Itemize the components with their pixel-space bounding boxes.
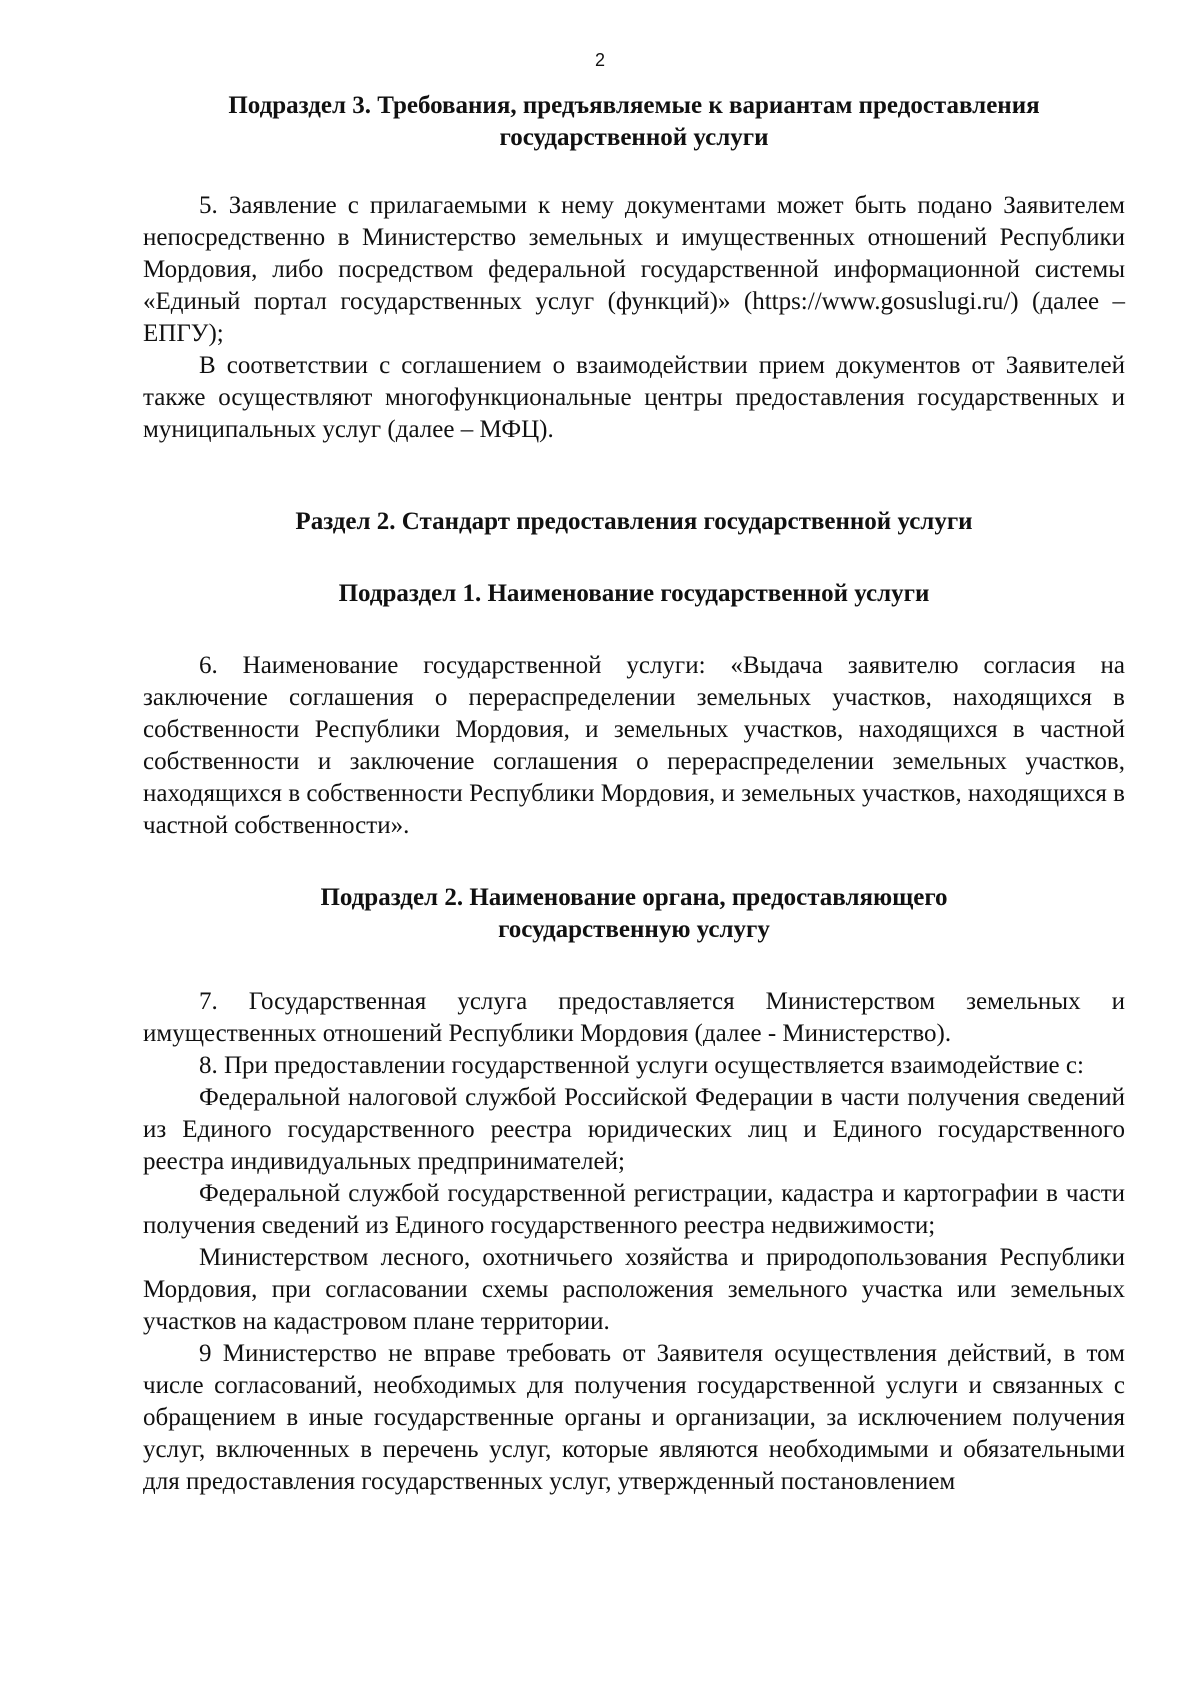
section-heading (143, 506, 1125, 538)
spacer (143, 842, 1125, 882)
spacer (143, 610, 1125, 650)
heading-line: государственную услугу (498, 916, 770, 943)
paragraph: 9 Министерство не вправе требовать от Заявителя осуществления действий, в том числе согласований, необходимых для получения государственной услуги и связанных с обращением в иные государственные органы и организации, за исключением получения услуг, включенных в перечень услуг, которые являются необходимыми и обязательными для предоставления государственных услуг, утвержденный постановлением (143, 1340, 1125, 1495)
spacer (143, 446, 1125, 506)
paragraph: 7. Государственная услуга предоставляется Министерством земельных и имущественных отношений Республики Мордовия (далее - Министерство). (143, 988, 1125, 1047)
paragraph: 5. Заявление с прилагаемыми к нему документами может быть подано Заявителем непосредственно в Министерство земельных и имущественных отношений Республики Мордовия, либо посредством федеральной государственной информационной системы «Единый портал государственных услуг (функций)» (https://www.gosuslugi.ru/) (далее – ЕПГУ); (143, 192, 1125, 347)
heading-line: Подраздел 3. Требования, предъявляемые к вариантам предоставления (228, 92, 1040, 119)
page-number: 2 (594, 50, 605, 70)
heading-line: Раздел 2. Стандарт предоставления государственной услуги (295, 508, 973, 535)
paragraph: Федеральной службой государственной регистрации, кадастра и картографии в части получения сведений из Единого государственного реестра недвижимости; (143, 1180, 1125, 1239)
spacer (143, 538, 1125, 578)
heading-line: Подраздел 1. Наименование государственной услуги (338, 580, 930, 607)
paragraph: В соответствии с соглашением о взаимодействии прием документов от Заявителей также осуществляют многофункциональные центры предоставления государственных и муниципальных услуг (далее – МФЦ). (143, 352, 1125, 443)
spacer (143, 946, 1125, 986)
paragraph: 6. Наименование государственной услуги: «Выдача заявителю согласия на заключение соглашения о перераспределении земельных участков, находящихся в собственности Республики Мордовия, и земельных участков, находящихся в частной собственности и заключение соглашения о перераспределении земельных участков, находящихся в собственности Республики Мордовия, и земельных участков, находящихся в частной собственности». (143, 652, 1125, 839)
section-heading (143, 882, 1125, 946)
heading-line: государственной услуги (499, 124, 769, 151)
section-heading (143, 90, 1125, 154)
spacer (143, 154, 1125, 190)
heading-line: Подраздел 2. Наименование органа, предоставляющего (320, 884, 948, 911)
paragraph: Федеральной налоговой службой Российской Федерации в части получения сведений из Единого государственного реестра юридических лиц и Единого государственного реестра индивидуальных предпринимателей; (143, 1084, 1125, 1175)
section-heading (143, 578, 1125, 610)
paragraph: Министерством лесного, охотничьего хозяйства и природопользования Республики Мордовия, при согласовании схемы расположения земельного участка или земельных участков на кадастровом плане территории. (143, 1244, 1125, 1335)
document-body (143, 90, 1125, 1498)
paragraph: 8. При предоставлении государственной услуги осуществляется взаимодействие с: (199, 1052, 1084, 1079)
